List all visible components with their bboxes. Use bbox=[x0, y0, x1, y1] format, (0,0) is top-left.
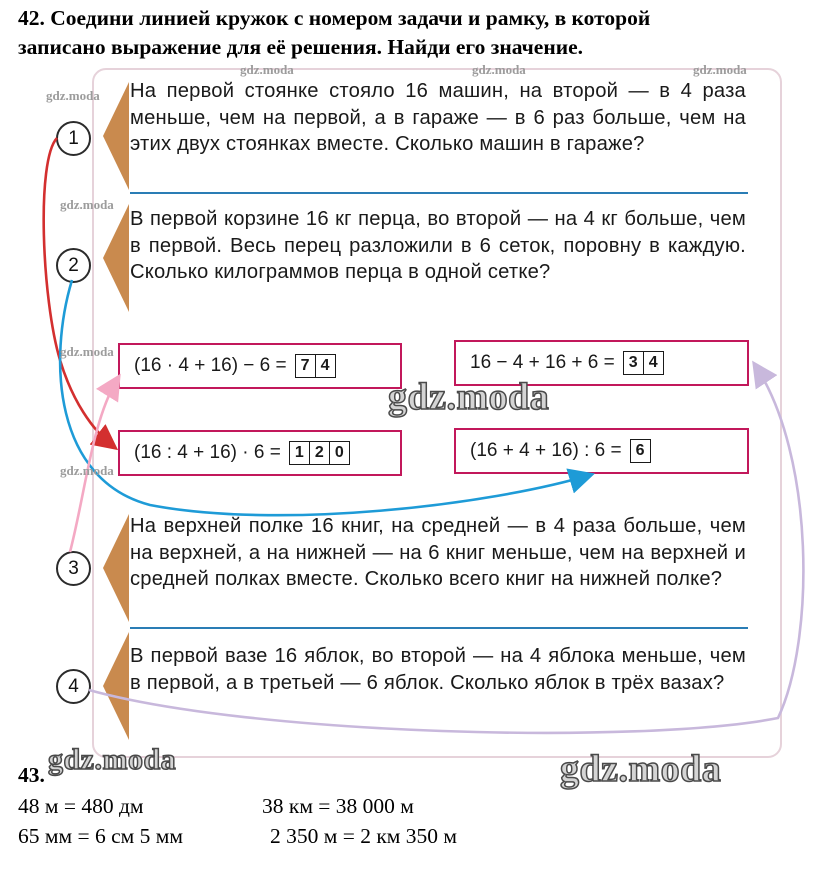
task-4-circle[interactable]: 4 bbox=[56, 669, 91, 704]
expression-1: (16 · 4 + 16) − 6 = bbox=[134, 355, 287, 376]
watermark: gdz.moda bbox=[46, 88, 100, 103]
expression-4: (16 + 4 + 16) : 6 = bbox=[470, 440, 622, 461]
answer-digit: 0 bbox=[334, 444, 344, 461]
expression-3: (16 : 4 + 16) · 6 = bbox=[134, 442, 281, 463]
exercise-43-row-2-right: 2 350 м = 2 км 350 м bbox=[270, 824, 458, 848]
watermark: gdz.moda bbox=[472, 62, 526, 77]
watermark-large: gdz.moda bbox=[560, 748, 722, 790]
task-3-circle[interactable]: 3 bbox=[56, 551, 91, 586]
task-1-circle[interactable]: 1 bbox=[56, 121, 91, 156]
watermark-large: gdz.moda bbox=[48, 743, 177, 776]
task-1-text: На первой стоянке стояло 16 машин, на второй — в 4 раза меньше, чем на первой, а в гараже — в 6 раз больше, чем на этих двух стоянках вместе. Сколько машин в гараже? bbox=[130, 80, 746, 155]
title-line-2: записано выражение для её решения. Найди его значение. bbox=[18, 35, 584, 59]
answer-digit: 4 bbox=[320, 357, 330, 374]
task-2-circle[interactable]: 2 bbox=[56, 248, 91, 283]
task-3-text: На верхней полке 16 книг, на средней — в 4 раза больше, чем на верхней, а на нижней — на 6 книг меньше, чем на верхней и средней полках вместе. Сколько всего книг на нижней полке? bbox=[130, 515, 746, 590]
answer-digit: 4 bbox=[648, 354, 658, 371]
answer-digit: 2 bbox=[310, 442, 330, 464]
answer-digit: 1 bbox=[290, 442, 310, 464]
arrow-task-1 bbox=[44, 138, 114, 447]
answer-digit: 3 bbox=[624, 352, 644, 374]
task-2-text: В первой корзине 16 кг перца, во второй — на 4 кг больше, чем в первой. Весь перец разложили в 6 сеток, поровну в каждую. Сколько килограммов перца в одной сетке? bbox=[130, 208, 746, 283]
arrow-task-4 bbox=[89, 365, 803, 733]
expression-2: 16 − 4 + 16 + 6 = bbox=[470, 352, 615, 373]
answer-digit: 6 bbox=[635, 442, 645, 459]
watermark: gdz.moda bbox=[240, 62, 294, 77]
exercise-43-row-2-left: 65 мм = 6 см 5 мм bbox=[18, 824, 183, 848]
watermark: gdz.moda bbox=[60, 463, 114, 478]
task-4-text: В первой вазе 16 яблок, во второй — на 4 яблока меньше, чем в первой, а в третьей — 6 яблок. Сколько яблок в трёх вазах? bbox=[130, 645, 746, 694]
exercise-43-number: 43. bbox=[18, 763, 45, 787]
answer-digit: 7 bbox=[296, 355, 316, 377]
exercise-43-row-1-right: 38 км = 38 000 м bbox=[262, 794, 414, 818]
watermark: gdz.moda bbox=[60, 344, 114, 359]
watermark-large: gdz.moda bbox=[388, 376, 550, 418]
exercise-43-row-1-left: 48 м = 480 дм bbox=[18, 794, 144, 818]
watermark: gdz.moda bbox=[60, 197, 114, 212]
title-line-1: 42. Соедини линией кружок с номером задачи и рамку, в которой bbox=[18, 6, 651, 30]
watermark: gdz.moda bbox=[693, 62, 747, 77]
